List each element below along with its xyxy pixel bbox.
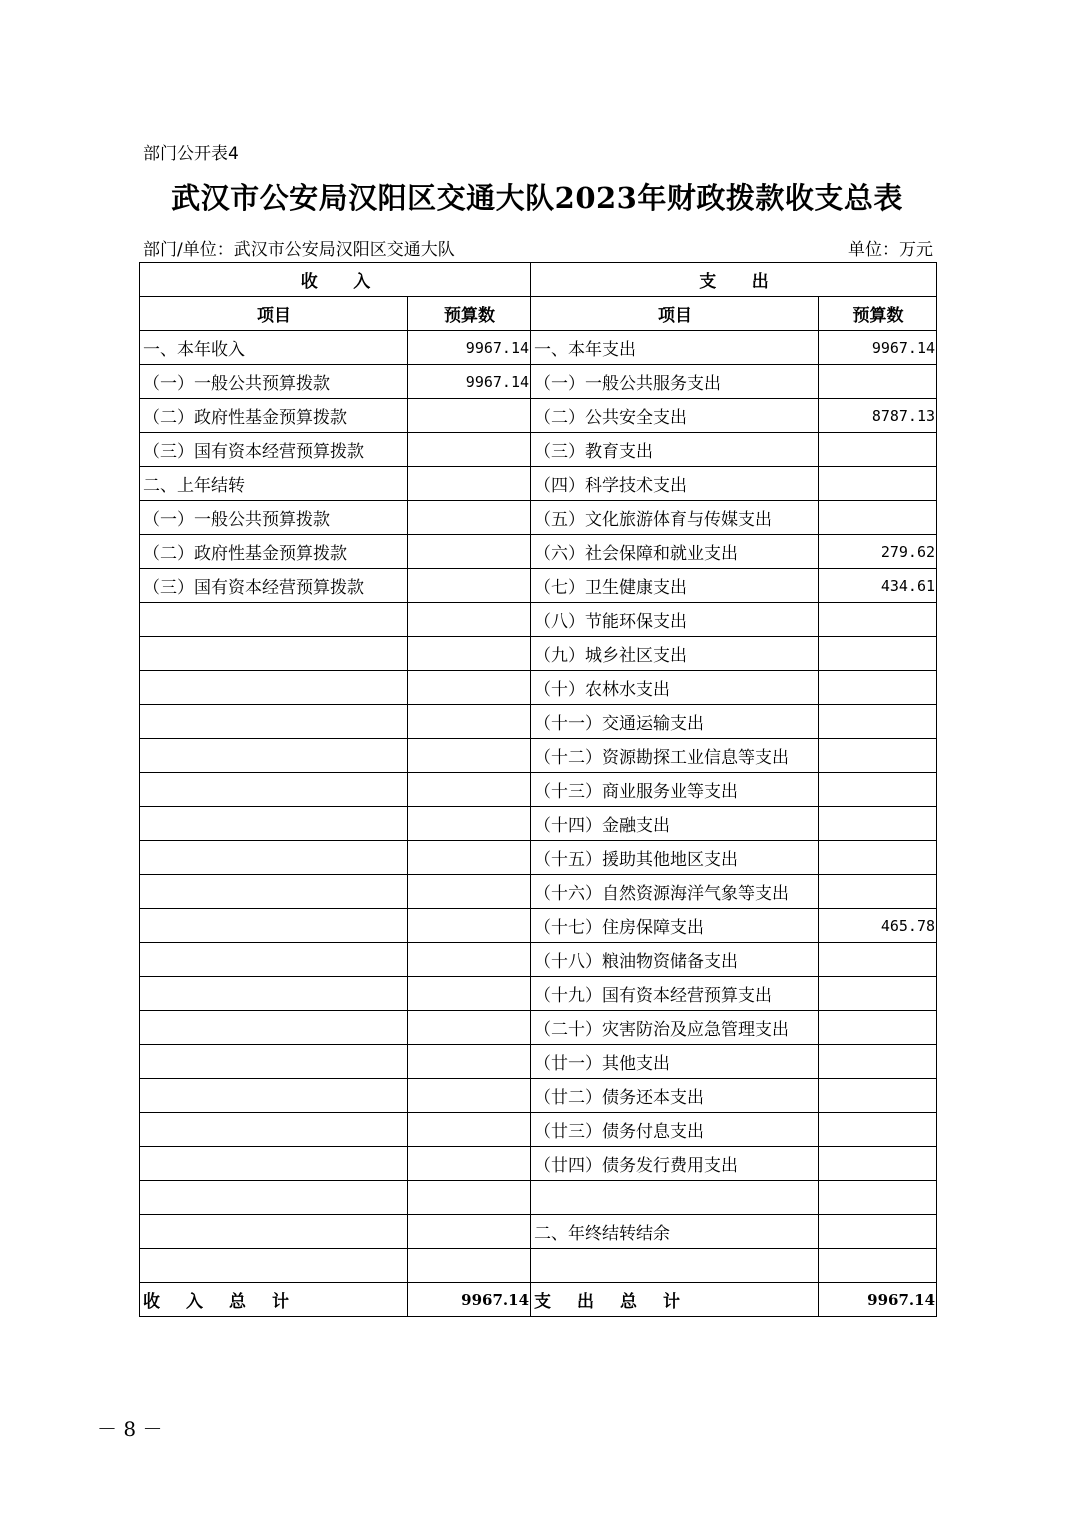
- expense-item-cell: （十一）交通运输支出: [531, 705, 819, 739]
- table-row: [140, 841, 937, 875]
- income-value-cell: [408, 569, 531, 603]
- expense-item-cell: （十二）资源勘探工业信息等支出: [531, 739, 819, 773]
- income-value-cell: [408, 467, 531, 501]
- expense-value-cell: [819, 807, 937, 841]
- expense-item-cell: （十六）自然资源海洋气象等支出: [531, 875, 819, 909]
- income-item-cell: [140, 977, 408, 1011]
- department-label: 部门/单位：武汉市公安局汉阳区交通大队: [143, 240, 455, 260]
- income-budget-header: 预算数: [408, 297, 531, 331]
- income-item-cell: （一）一般公共预算拨款: [140, 501, 408, 535]
- income-item-cell: [140, 1079, 408, 1113]
- table-row: [140, 535, 937, 569]
- expense-total-value: 9967.14: [819, 1283, 937, 1317]
- income-value-cell: [408, 399, 531, 433]
- income-value-cell: [408, 1147, 531, 1181]
- unit-label: 单位：万元: [848, 240, 933, 260]
- expense-item-cell: （六）社会保障和就业支出: [531, 535, 819, 569]
- income-item-cell: [140, 1113, 408, 1147]
- expense-value-cell: 9967.14: [819, 331, 937, 365]
- expense-budget-header: 预算数: [819, 297, 937, 331]
- income-item-cell: （一）一般公共预算拨款: [140, 365, 408, 399]
- expense-item-cell: （三）教育支出: [531, 433, 819, 467]
- table-row: [140, 705, 937, 739]
- income-value-cell: [408, 739, 531, 773]
- expense-value-cell: [819, 841, 937, 875]
- table-row: [140, 365, 937, 399]
- expense-item-cell: （七）卫生健康支出: [531, 569, 819, 603]
- expense-value-cell: 279.62: [819, 535, 937, 569]
- expense-value-cell: [819, 603, 937, 637]
- income-item-cell: [140, 773, 408, 807]
- expense-item-cell: （十四）金融支出: [531, 807, 819, 841]
- expense-item-cell: [531, 1181, 819, 1215]
- income-value-cell: [408, 603, 531, 637]
- income-value-cell: [408, 501, 531, 535]
- income-item-cell: [140, 1011, 408, 1045]
- income-value-cell: [408, 773, 531, 807]
- income-value-cell: [408, 909, 531, 943]
- table-row: [140, 637, 937, 671]
- expense-total-label: 支出总计: [531, 1283, 819, 1317]
- table-row: [140, 331, 937, 365]
- income-item-cell: [140, 739, 408, 773]
- table-row: [140, 1249, 937, 1283]
- expense-value-cell: [819, 671, 937, 705]
- expense-item-cell: [531, 1249, 819, 1283]
- table-row: [140, 739, 937, 773]
- expense-item-cell: （二十）灾害防治及应急管理支出: [531, 1011, 819, 1045]
- column-header-row: [140, 297, 937, 331]
- income-value-cell: [408, 1249, 531, 1283]
- table-row: [140, 1011, 937, 1045]
- expense-item-cell: （五）文化旅游体育与传媒支出: [531, 501, 819, 535]
- expense-item-cell: （二）公共安全支出: [531, 399, 819, 433]
- income-item-cell: [140, 875, 408, 909]
- income-item-cell: [140, 603, 408, 637]
- expense-item-cell: （十五）援助其他地区支出: [531, 841, 819, 875]
- table-row: [140, 1113, 937, 1147]
- expense-value-cell: 434.61: [819, 569, 937, 603]
- table-row: [140, 943, 937, 977]
- table-row: [140, 1181, 937, 1215]
- table-row: [140, 909, 937, 943]
- table-row: [140, 1045, 937, 1079]
- income-item-cell: [140, 841, 408, 875]
- expense-value-cell: [819, 943, 937, 977]
- income-value-cell: [408, 637, 531, 671]
- income-item-cell: （二）政府性基金预算拨款: [140, 535, 408, 569]
- expense-value-cell: 8787.13: [819, 399, 937, 433]
- income-value-cell: [408, 535, 531, 569]
- income-item-cell: [140, 705, 408, 739]
- expense-item-cell: （十九）国有资本经营预算支出: [531, 977, 819, 1011]
- income-item-cell: [140, 909, 408, 943]
- income-item-cell: [140, 1147, 408, 1181]
- expense-value-cell: [819, 1011, 937, 1045]
- income-item-cell: [140, 807, 408, 841]
- expense-value-cell: [819, 433, 937, 467]
- income-item-cell: [140, 637, 408, 671]
- income-item-cell: （三）国有资本经营预算拨款: [140, 433, 408, 467]
- income-value-cell: [408, 1181, 531, 1215]
- expense-value-cell: [819, 365, 937, 399]
- expense-item-cell: （十三）商业服务业等支出: [531, 773, 819, 807]
- expense-value-cell: [819, 1215, 937, 1249]
- expense-value-cell: [819, 1113, 937, 1147]
- income-value-cell: [408, 807, 531, 841]
- expense-item-cell: （八）节能环保支出: [531, 603, 819, 637]
- expense-value-cell: [819, 637, 937, 671]
- expense-value-cell: [819, 773, 937, 807]
- table-caption: 部门公开表4: [143, 144, 239, 164]
- table-row: [140, 501, 937, 535]
- table-row: [140, 875, 937, 909]
- expense-item-cell: （廿一）其他支出: [531, 1045, 819, 1079]
- table-row: [140, 399, 937, 433]
- income-item-cell: [140, 1249, 408, 1283]
- income-total-value: 9967.14: [408, 1283, 531, 1317]
- table-row: [140, 1079, 937, 1113]
- income-value-cell: [408, 1011, 531, 1045]
- income-value-cell: 9967.14: [408, 365, 531, 399]
- expense-item-cell: （十）农林水支出: [531, 671, 819, 705]
- income-item-cell: [140, 671, 408, 705]
- expense-item-cell: （一）一般公共服务支出: [531, 365, 819, 399]
- income-item-cell: [140, 1181, 408, 1215]
- income-value-cell: [408, 705, 531, 739]
- expense-item-cell: （十八）粮油物资储备支出: [531, 943, 819, 977]
- income-item-cell: [140, 1045, 408, 1079]
- finance-table: [139, 262, 937, 1317]
- expense-value-cell: [819, 1147, 937, 1181]
- table-row: [140, 467, 937, 501]
- income-section-header: 收 入: [140, 263, 531, 297]
- table-row: [140, 1147, 937, 1181]
- table-row: [140, 603, 937, 637]
- expense-item-cell: （十七）住房保障支出: [531, 909, 819, 943]
- income-value-cell: [408, 841, 531, 875]
- table-row: [140, 433, 937, 467]
- table-row: [140, 807, 937, 841]
- expense-value-cell: 465.78: [819, 909, 937, 943]
- income-item-cell: [140, 1215, 408, 1249]
- expense-value-cell: [819, 501, 937, 535]
- expense-item-cell: （廿三）债务付息支出: [531, 1113, 819, 1147]
- table-row: [140, 569, 937, 603]
- section-header-row: [140, 263, 937, 297]
- income-value-cell: [408, 433, 531, 467]
- expense-value-cell: [819, 467, 937, 501]
- expense-item-cell: 一、本年支出: [531, 331, 819, 365]
- table-row: [140, 671, 937, 705]
- expense-value-cell: [819, 739, 937, 773]
- expense-value-cell: [819, 875, 937, 909]
- income-item-cell: [140, 943, 408, 977]
- income-value-cell: [408, 977, 531, 1011]
- income-value-cell: [408, 943, 531, 977]
- income-value-cell: [408, 1045, 531, 1079]
- income-item-cell: 一、本年收入: [140, 331, 408, 365]
- expense-item-cell: 二、年终结转结余: [531, 1215, 819, 1249]
- table-row: [140, 773, 937, 807]
- expense-item-cell: （廿四）债务发行费用支出: [531, 1147, 819, 1181]
- expense-value-cell: [819, 705, 937, 739]
- income-item-cell: （三）国有资本经营预算拨款: [140, 569, 408, 603]
- income-value-cell: [408, 1215, 531, 1249]
- expense-value-cell: [819, 1079, 937, 1113]
- expense-item-header: 项目: [531, 297, 819, 331]
- income-item-cell: 二、上年结转: [140, 467, 408, 501]
- income-value-cell: 9967.14: [408, 331, 531, 365]
- income-value-cell: [408, 1079, 531, 1113]
- expense-item-cell: （廿二）债务还本支出: [531, 1079, 819, 1113]
- income-item-header: 项目: [140, 297, 408, 331]
- expense-item-cell: （九）城乡社区支出: [531, 637, 819, 671]
- income-total-label: 收入总计: [140, 1283, 408, 1317]
- expense-value-cell: [819, 1249, 937, 1283]
- income-value-cell: [408, 875, 531, 909]
- expense-value-cell: [819, 977, 937, 1011]
- table-row: [140, 977, 937, 1011]
- expense-value-cell: [819, 1181, 937, 1215]
- income-item-cell: （二）政府性基金预算拨款: [140, 399, 408, 433]
- expense-item-cell: （四）科学技术支出: [531, 467, 819, 501]
- expense-section-header: 支 出: [531, 263, 937, 297]
- expense-value-cell: [819, 1045, 937, 1079]
- income-value-cell: [408, 671, 531, 705]
- page-number: － 8 －: [97, 1417, 163, 1441]
- page-title: 武汉市公安局汉阳区交通大队2023年财政拨款收支总表: [171, 181, 903, 215]
- table-row: [140, 1215, 937, 1249]
- income-value-cell: [408, 1113, 531, 1147]
- totals-row: [140, 1283, 937, 1317]
- unit-line: [143, 235, 933, 260]
